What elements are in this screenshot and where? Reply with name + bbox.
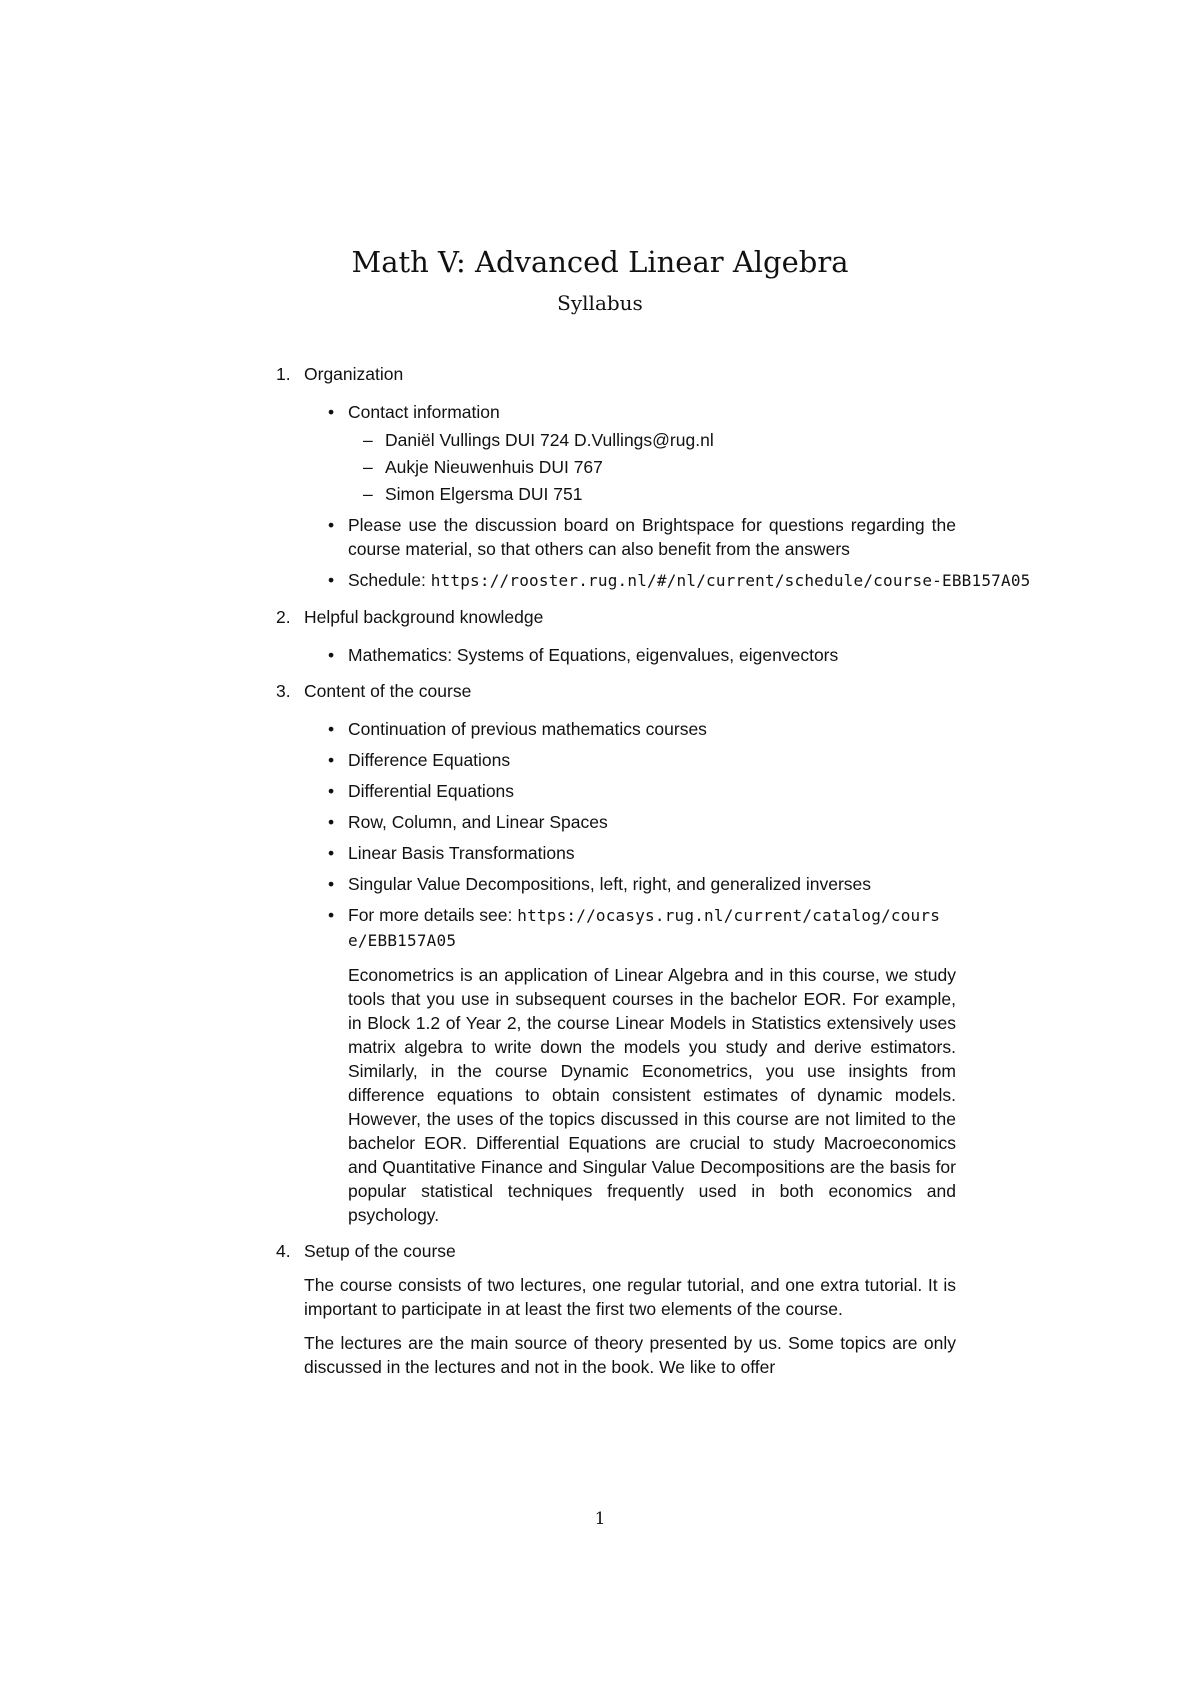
syllabus-content: [276, 362, 1031, 1391]
contact-item: – Simon Elgersma DUI 751: [385, 482, 956, 506]
section-number: 1.: [276, 364, 291, 384]
list-item: • Linear Basis Transformations: [348, 841, 956, 865]
list-item-prefix: For more details see:: [348, 905, 518, 925]
bullet-list: [304, 643, 956, 667]
section-heading: Organization: [304, 364, 404, 384]
catalog-link[interactable]: https://ocasys.rug.nl/current/catalog/course/EBB157A05: [348, 906, 941, 950]
document-subtitle: Syllabus: [557, 291, 643, 315]
list-item: [348, 513, 956, 561]
schedule-link[interactable]: https://rooster.rug.nl/#/nl/current/schedule/course-EBB157A05: [430, 571, 1031, 590]
section-number: 3.: [276, 681, 291, 701]
setup-paragraph: The course consists of two lectures, one regular tutorial, and one extra tutorial. It is important to participate in at least the first two elements of the course.: [304, 1275, 956, 1319]
course-description-paragraph: Econometrics is an application of Linear Algebra and in this course, we study tools that you use in subsequent courses in the bachelor EOR. For example, in Block 1.2 of Year 2, the course Linear Models in Statistics extensively uses matrix algebra to write down the models you study and derive estimators. Similarly, in the course Dynamic Econometrics, you use insights from difference equations to obtain consistent estimates of dynamic models. However, the uses of the topics discussed in this course are not limited to the bachelor EOR. Differential Equations are crucial to study Macroeconomics and Quantitative Finance and Singular Value Decompositions are the basis for popular statistical techniques frequently used in both economics and psychology.: [348, 965, 956, 1225]
section-number: 2.: [276, 607, 291, 627]
bullet-list: [304, 400, 1031, 593]
contact-item: – Aukje Nieuwenhuis DUI 767: [385, 455, 956, 479]
section-background: [276, 605, 956, 667]
setup-paragraph: The lectures are the main source of theory presented by us. Some topics are only discussed in the lectures and not in the book. We like to offer: [304, 1333, 956, 1377]
section-setup: [276, 1239, 956, 1379]
list-item: • Differential Equations: [348, 779, 956, 803]
section-list: [276, 362, 1031, 1379]
contact-list: [348, 428, 956, 506]
list-item: [348, 400, 956, 506]
list-item-text: Please use the discussion board on Brightspace for questions regarding the course material, so that others can also benefit from the answers: [348, 515, 956, 559]
section-heading: Helpful background knowledge: [304, 607, 544, 627]
bullet-list: [304, 717, 956, 1227]
list-item: • Difference Equations: [348, 748, 956, 772]
section-organization: [276, 362, 1031, 593]
section-heading: Content of the course: [304, 681, 472, 701]
page-number: 1: [594, 1509, 606, 1529]
section-number: 4.: [276, 1241, 291, 1261]
list-item: [348, 568, 1031, 593]
list-item: • Row, Column, and Linear Spaces: [348, 810, 956, 834]
list-item: [348, 903, 956, 1227]
list-item: • Mathematics: Systems of Equations, eigenvalues, eigenvectors: [348, 643, 956, 667]
document-title: Math V: Advanced Linear Algebra: [351, 245, 849, 279]
list-item-text: Contact information: [348, 402, 500, 422]
contact-item: – Daniël Vullings DUI 724 D.Vullings@rug.nl: [385, 428, 956, 452]
list-item: • Continuation of previous mathematics courses: [348, 717, 956, 741]
section-heading: Setup of the course: [304, 1241, 456, 1261]
section-content: [276, 679, 956, 1227]
list-item: • Singular Value Decompositions, left, right, and generalized inverses: [348, 872, 956, 896]
list-item-prefix: Schedule:: [348, 570, 431, 590]
